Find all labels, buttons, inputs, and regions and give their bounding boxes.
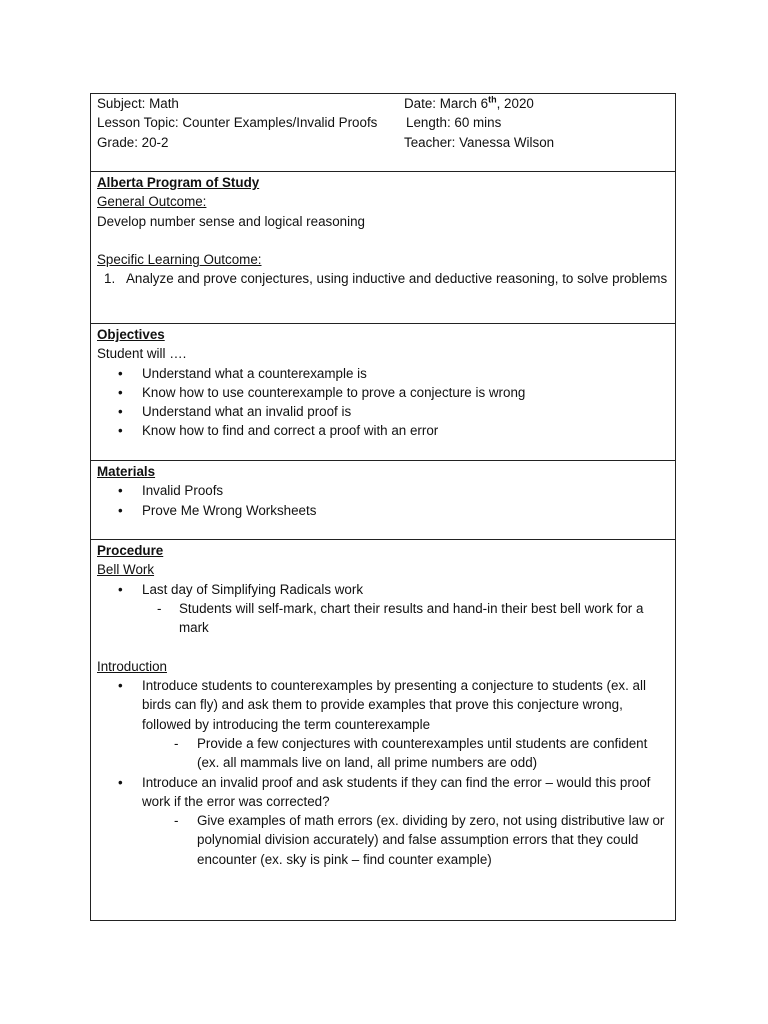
objectives-intro: Student will …. [97,346,187,362]
introduction-list-2 [97,773,669,812]
list-item: • Understand what an invalid proof is [97,402,669,421]
objectives-list [97,364,669,441]
materials-list [97,481,669,520]
bell-work-item: Last day of Simplifying Radicals work [142,581,364,597]
list-item: - Students will self-mark, chart their results and hand-in their best bell work for a mark [97,599,669,638]
general-outcome-text: Develop number sense and logical reasoning [97,213,365,229]
header-section [91,94,675,172]
list-item: • Understand what a counterexample is [97,364,669,383]
procedure-title: Procedure [97,543,164,558]
general-outcome-label: General Outcome: [97,194,207,210]
materials-section [91,461,675,540]
specific-outcome-label: Specific Learning Outcome: [97,252,262,268]
date-line [404,94,554,113]
introduction-list-1 [97,676,669,734]
list-item: • Introduce students to counterexamples by presenting a conjecture to students (ex. all birds can fly) and ask them to provide examples that prove this conjecture wrong, followed by introducing the term counterexample [97,676,669,734]
header-left [97,94,377,152]
grade-line: Grade: 20-2 [97,134,169,150]
date-suffix: , 2020 [496,96,534,111]
bell-work-label: Bell Work [97,562,155,578]
date-superscript: th [488,94,497,105]
list-item: • Introduce an invalid proof and ask students if they can find the error – would this proof work if the error was corrected? [97,773,669,812]
materials-title: Materials [97,464,156,479]
procedure-section [91,540,675,920]
list-item: - Provide a few conjectures with counterexamples until students are confident (ex. all mammals live on land, all prime numbers are odd) [97,734,669,773]
date-prefix: Date: March 6 [404,96,489,111]
list-item [97,580,669,599]
subject-line: Subject: Math [97,96,179,111]
specific-outcome-list [97,269,669,288]
objectives-title: Objectives [97,327,165,342]
introduction-sublist-2 [97,811,669,869]
header-right [404,94,554,152]
introduction-label: Introduction [97,658,167,674]
lesson-plan-table [90,93,676,921]
list-item: - Give examples of math errors (ex. dividing by zero, not using distributive law or polynomial division accurately) and false assumption errors that they could encounter (ex. sky is pink – find counter example) [97,811,669,869]
teacher-line: Teacher: Vanessa Wilson [404,134,555,150]
bell-work-sublist [97,599,669,638]
list-item: • Invalid Proofs [97,481,669,500]
specific-outcome-text: Analyze and prove conjectures, using inductive and deductive reasoning, to solve problems [126,271,668,287]
objectives-section [91,324,675,461]
topic-line: Lesson Topic: Counter Examples/Invalid Proofs [97,115,378,131]
program-title: Alberta Program of Study [97,175,260,190]
list-item: • Prove Me Wrong Worksheets [97,501,669,520]
length-line: Length: 60 mins [406,115,502,131]
list-item [97,269,669,288]
list-item: • Know how to find and correct a proof with an error [97,421,669,440]
list-item: • Know how to use counterexample to prove a conjecture is wrong [97,383,669,402]
bell-work-list [97,580,669,599]
introduction-sublist-1 [97,734,669,773]
program-section [91,172,675,324]
